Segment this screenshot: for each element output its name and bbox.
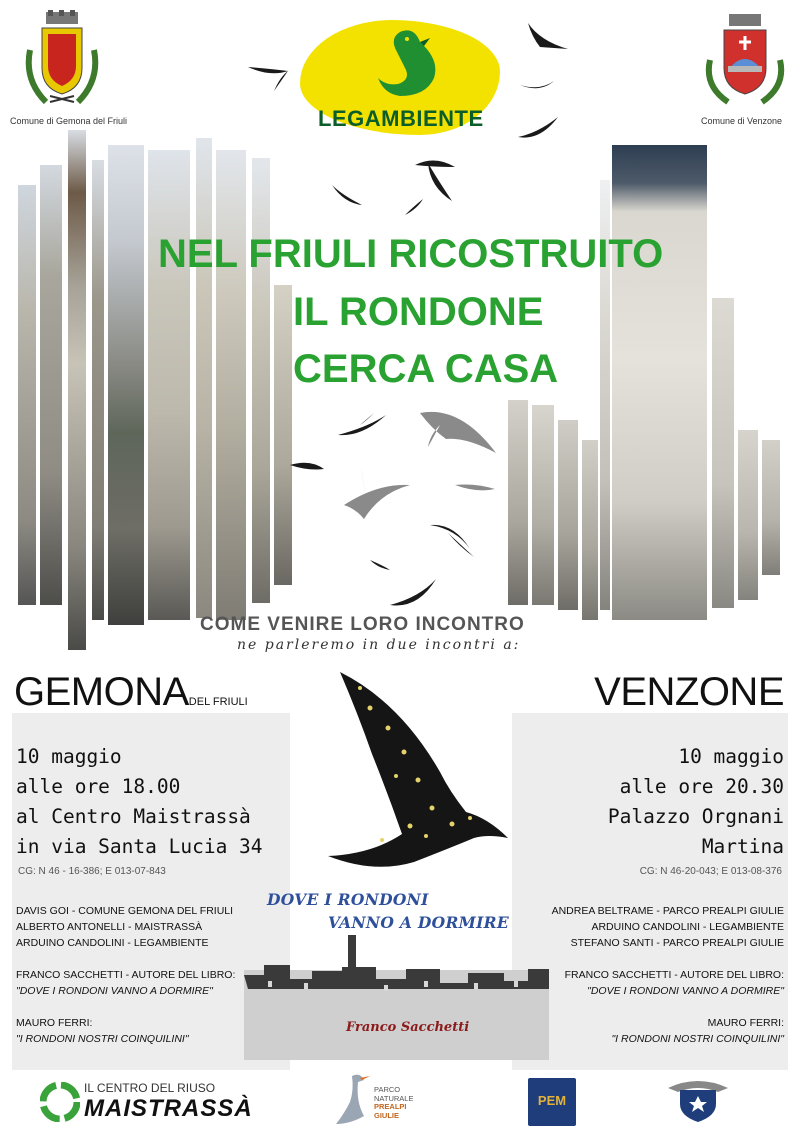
parco-text: PARCO NATURALE PREALPI GIULIE [374,1085,414,1120]
gemona-speaker: DAVIS GOI - COMUNE GEMONA DEL FRIULI [16,905,234,917]
gemona-venue: al Centro Maistrassà [16,805,251,828]
gemona-time: alle ore 18.00 [16,775,181,798]
headline-line-1: NEL FRIULI RICOSTRUITO [158,232,664,276]
venzone-speaker: ARDUINO CANDOLINI - LEGAMBIENTE [591,921,784,933]
centro-riuso-top: IL CENTRO DEL RIUSO [84,1081,216,1095]
venzone-date: 10 maggio [678,745,784,768]
book-title-line-2: VANNO A DORMIRE [328,913,509,932]
gemona-speaker: ALBERTO ANTONELLI - MAISTRASSÀ [16,921,203,933]
gemona-crest [22,10,102,110]
pem-logo-text: PEM [537,1093,567,1108]
venzone-crest [704,12,786,110]
gemona-speaker2-talk: "I RONDONI NOSTRI COINQUILINI" [16,1033,189,1045]
book-cover-swift-illustration [300,668,515,878]
subtitle-main: COME VENIRE LORO INCONTRO [200,614,525,635]
venzone-author-label: FRANCO SACCHETTI - AUTORE DEL LIBRO: [564,969,784,981]
venzone-time: alle ore 20.30 [619,775,784,798]
venzone-speaker: ANDREA BELTRAME - PARCO PREALPI GIULIE [551,905,784,917]
gemona-town-name: GEMONA [14,670,189,714]
book-cover-town-illustration [244,935,549,1060]
gemona-speaker2-name: MAURO FERRI: [16,1017,93,1029]
gemona-author-book: "DOVE I RONDONI VANNO A DORMIRE" [16,985,213,997]
book-title-line-1: DOVE I RONDONI [267,890,429,909]
gemona-address: in via Santa Lucia 34 [16,835,263,858]
gemona-date: 10 maggio [16,745,122,768]
gemona-title [14,670,248,715]
cai-logo [666,1078,730,1124]
parco-heron-icon [334,1072,374,1128]
venzone-speaker2-talk: "I RONDONI NOSTRI COINQUILINI" [611,1033,784,1045]
legambiente-logo-text: LEGAMBIENTE [318,106,484,131]
venzone-venue-2: Martina [701,835,784,858]
venzone-speaker2-name: MAURO FERRI: [707,1017,784,1029]
gemona-speaker: ARDUINO CANDOLINI - LEGAMBIENTE [16,937,209,949]
gemona-town-suffix: DEL FRIULI [188,696,248,708]
parco-prealpi-giulie-logo [334,1072,434,1128]
venzone-coordinates: CG: N 46-20-043; E 013-08-376 [639,866,782,877]
venzone-crest-caption: Comune di Venzone [701,116,783,126]
subtitle-secondary: ne parleremo in due incontri a: [237,637,521,653]
centro-riuso-logo [40,1078,290,1124]
centro-riuso-name: MAISTRASSÀ [84,1095,253,1122]
gemona-coordinates: CG: N 46 - 16-386; E 013-07-843 [18,866,166,877]
gemona-event-details [16,742,263,862]
venzone-speakers [514,903,784,1047]
recycle-icon [40,1082,80,1122]
venzone-venue: Palazzo Orgnani [607,805,784,828]
gemona-author-label: FRANCO SACCHETTI - AUTORE DEL LIBRO: [16,969,236,981]
venzone-event-details [608,742,784,862]
pem-logo [528,1078,576,1126]
venzone-town-name: VENZONE [594,670,784,714]
venzone-author-book: "DOVE I RONDONI VANNO A DORMIRE" [587,985,784,997]
headline-line-2: IL RONDONE [293,290,544,334]
book-author: Franco Sacchetti [346,1020,470,1035]
gemona-crest-caption: Comune di Gemona del Friuli [10,116,128,126]
headline-line-3: CERCA CASA [293,347,559,391]
venzone-speaker: STEFANO SANTI - PARCO PREALPI GIULIE [570,937,784,949]
